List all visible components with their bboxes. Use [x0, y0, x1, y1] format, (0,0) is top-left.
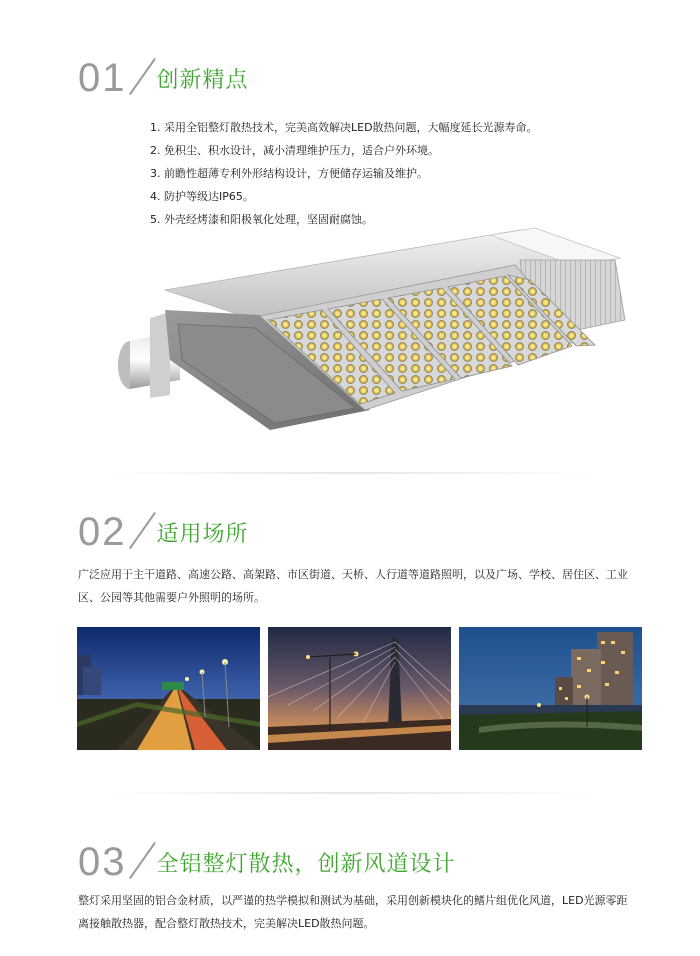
section-divider [100, 792, 600, 794]
section-2-header [78, 512, 249, 552]
slash-divider [127, 512, 149, 552]
led-street-light-image [110, 220, 630, 435]
list-item: 1. 采用全铝整灯散热技术，完美高效解决LED散热问题，大幅度延长光源寿命。 [150, 121, 538, 134]
list-item: 5. 外壳经烤漆和阳极氧化处理，坚固耐腐蚀。 [150, 213, 373, 226]
section-3-title: 全铝整灯散热，创新风道设计 [156, 852, 456, 877]
list-item: 4. 防护等级达IP65。 [150, 190, 254, 203]
section-3-header [78, 842, 456, 882]
section-1-number: 01 [78, 56, 127, 100]
section-divider [100, 472, 600, 474]
section-3-number: 03 [78, 840, 127, 884]
slash-divider [127, 842, 149, 882]
feature-list [150, 116, 538, 231]
section-3-text: 整灯采用坚固的铝合金材质，以严谨的热学模拟和测试为基础，采用创新模块化的鳍片组优化风道，LED光源零距离接触散热器，配合整灯散热技术，完美解决LED散热问题。 [78, 894, 628, 930]
highway-photo [77, 627, 260, 750]
list-item: 3. 前瞻性超薄专利外形结构设计，方便储存运输及维护。 [150, 167, 428, 180]
section-2-text: 广泛应用于主干道路、高速公路、高架路、市区街道、天桥、人行道等道路照明，以及广场、学校、居住区、工业区、公园等其他需要户外照明的场所。 [78, 568, 628, 604]
list-item: 2. 免积尘、积水设计，减小清理维护压力，适合户外环境。 [150, 144, 439, 157]
slash-divider [127, 58, 149, 98]
bridge-photo [268, 627, 451, 750]
section-2-number: 02 [78, 510, 127, 554]
section-1-title: 创新精点 [156, 68, 249, 93]
section-1-header [78, 58, 249, 98]
park-photo [459, 627, 642, 750]
section-2-title: 适用场所 [156, 522, 249, 547]
